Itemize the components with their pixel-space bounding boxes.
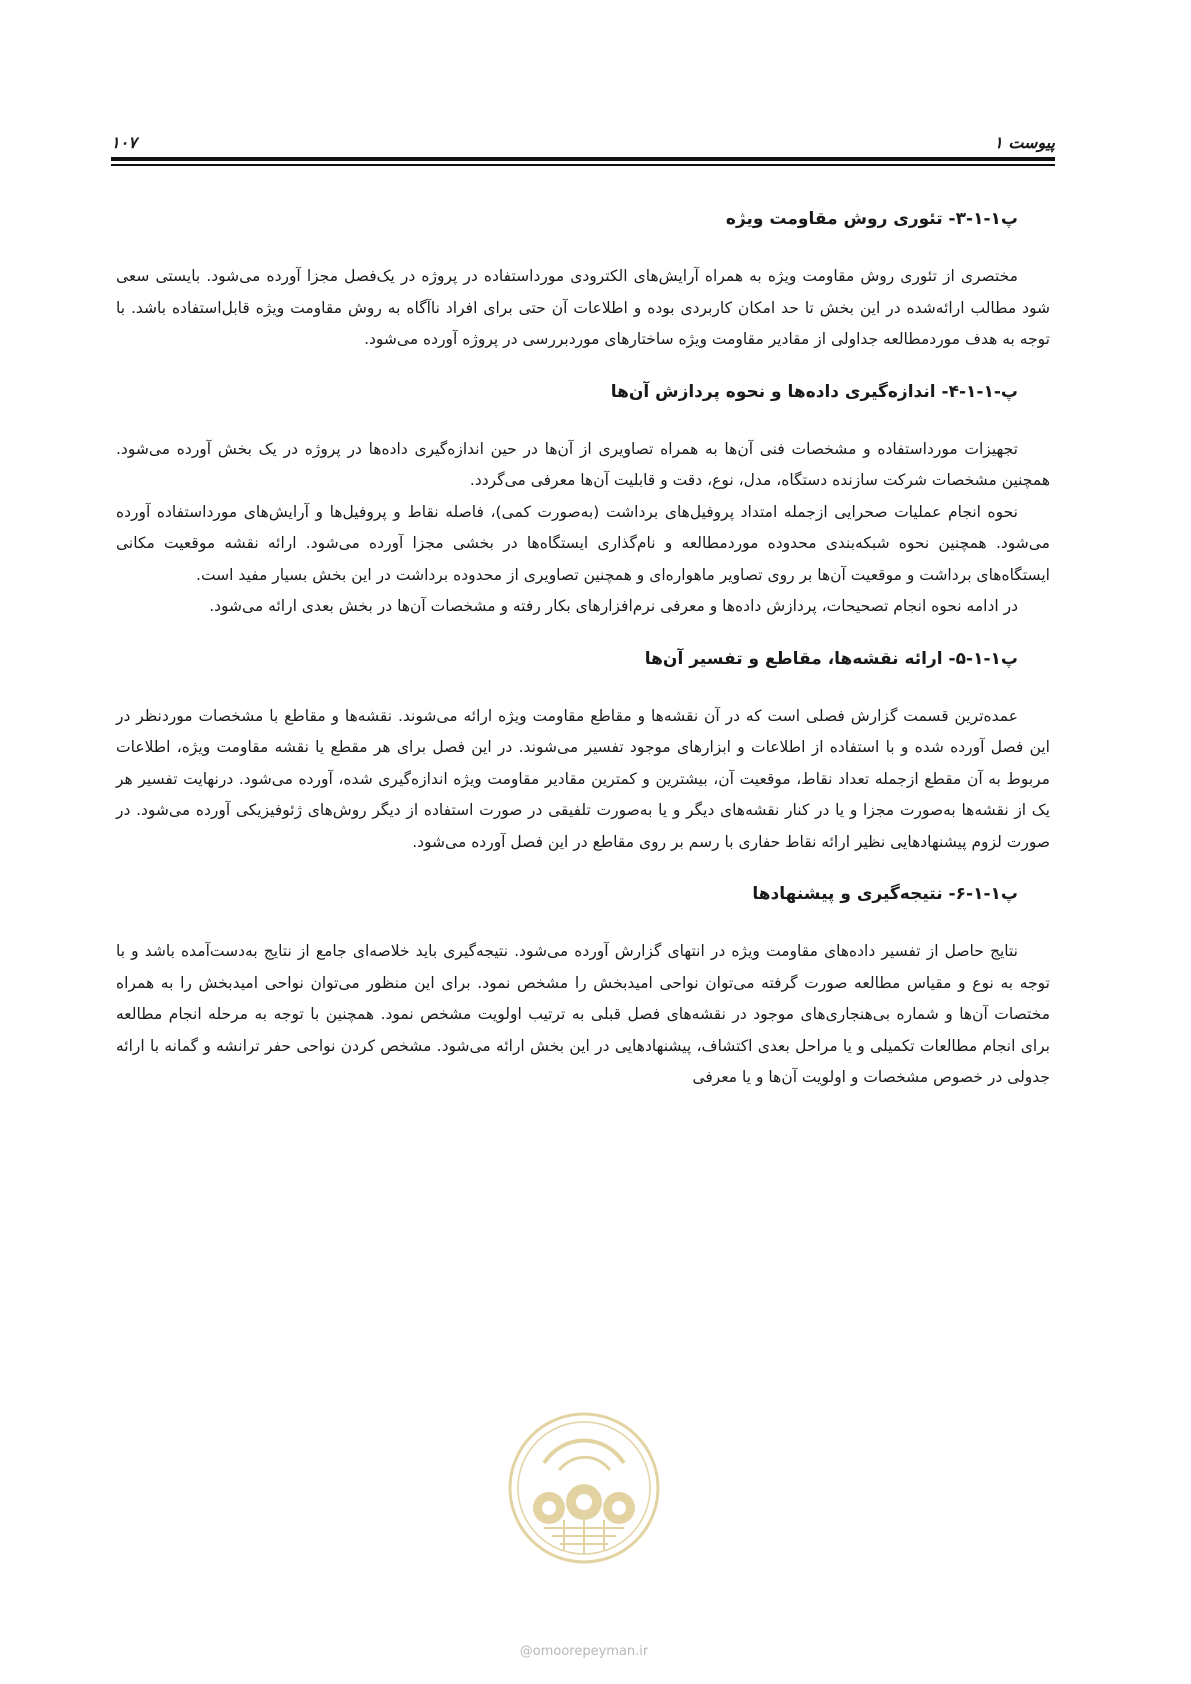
watermark-url: @omoorepeyman.ir <box>519 1644 649 1659</box>
section-heading: پ۱-۱-۳- تئوری روش مقاومت ویژه <box>725 209 1018 229</box>
paragraph: عمده‌ترین قسمت گزارش فصلی است که در آن نقشه‌ها و مقاطع مقاومت ویژه ارائه می‌شوند. نقشه‌ها و مقاطع با مشخصات موردنظر در این فصل آورده شده و با استفاده از اطلاعات و ابزارهای موجود تفسیر می‌شوند. در این فصل برای هر مقطع یا نقشه مقاومت ویژه، اطلاعات مربوط به آن مقطع ازجمله تعداد نقاط، موقعیت آن، بیشترین و کمترین مقادیر مقاومت ویژه اندازه‌گیری شده، آورده می‌شود. درنهایت تفسیر هر یک از نقشه‌ها به‌صورت مجزا و یا در کنار نقشه‌های دیگر و یا به‌صورت تلفیقی در صورت استفاده از دیگر روش‌های ژئوفیزیکی آورده می‌شود. در صورت لزوم پیشنهادهایی نظیر ارائه نقاط حفاری با رسم بر روی مقاطع در این فصل آورده می‌شود. <box>116 706 1050 851</box>
watermark-logo <box>504 1408 664 1568</box>
header-rule-thin <box>111 164 1055 166</box>
section-heading: پ-۱-۱-۴- اندازه‌گیری داده‌ها و نحوه پردازش آن‌ها <box>610 381 1018 402</box>
main-content <box>116 205 1050 1094</box>
section-heading: پ۱-۱-۵- ارائه نقشه‌ها، مقاطع و تفسیر آن‌ها <box>644 648 1018 669</box>
running-header <box>111 124 1055 152</box>
paragraph: نتایج حاصل از تفسیر داده‌های مقاومت ویژه در انتهای گزارش آورده می‌شود. نتیجه‌گیری باید خلاصه‌ای جامع از نتایج به‌دست‌آمده باشد و با توجه به نوع و مقیاس مطالعه صورت گرفته می‌توان نواحی امیدبخش را مشخص نمود. برای این منظور می‌توان نواحی امیدبخش را به همراه مختصات آن‌ها و شماره بی‌هنجاری‌های موجود در نقشه‌های فصل قبلی به ترتیب اولویت مشخص نمود. همچنین با توجه به مرحله انجام مطالعه برای انجام مطالعات تکمیلی و یا مراحل بعدی اکتشاف، پیشنهادهایی در این بخش ارائه می‌شود. مشخص کردن نواحی حفر ترانشه و گمانه با ارائه جدولی در خصوص مشخصات و اولویت آن‌ها و یا معرفی <box>116 942 1050 1086</box>
paragraph: نحوه انجام عملیات صحرایی ازجمله امتداد پروفیل‌های برداشت (به‌صورت کمی)، فاصله نقاط و پروفیل‌ها و آرایش‌های مورداستفاده آورده می‌شود. همچنین نحوه شبکه‌بندی محدوده موردمطالعه و نام‌گذاری ایستگاه‌ها در بخشی مجزا آورده می‌شود. ارائه نقشه موقعیت مکانی ایستگاه‌های برداشت و موقعیت آن‌ها بر روی تصاویر ماهواره‌ای و همچنین تصاویری از محدوده برداشت در این بخش بسیار مفید است. <box>116 502 1050 584</box>
paragraph: مختصری از تئوری روش مقاومت ویژه به همراه آرایش‌های الکترودی مورداستفاده در پروژه در یک‌فصل مجزا آورده می‌شود. بایستی سعی شود مطالب ارائه‌شده در این بخش تا حد امکان کاربردی بوده و اطلاعات آن حتی برای افراد ناآگاه به روش مقاومت ویژه قابل‌استفاده باشد. با توجه به هدف موردمطالعه جداولی از مقادیر مقاومت ویژه ساختارهای موردبررسی در پروژه آورده می‌شود. <box>116 267 1050 348</box>
header-rule-thick <box>111 157 1055 161</box>
paragraph: در ادامه نحوه انجام تصحیحات، پردازش داده‌ها و معرفی نرم‌افزارهای بکار رفته و مشخصات آن‌ها در بخش بعدی ارائه می‌شود. <box>209 597 1018 615</box>
header-section-title: پیوست ۱ <box>994 133 1055 152</box>
section-heading: پ۱-۱-۶- نتیجه‌گیری و پیشنهادها <box>752 884 1018 904</box>
header-page-number: ۱۰۷ <box>111 133 137 152</box>
paragraph: تجهیزات مورداستفاده و مشخصات فنی آن‌ها به همراه تصاویری از آن‌ها در حین اندازه‌گیری داده‌ها در پروژه در یک بخش آورده می‌شود. همچنین مشخصات شرکت سازنده دستگاه، مدل، نوع، دقت و قابلیت آن‌ها معرفی می‌گردد. <box>116 439 1050 489</box>
